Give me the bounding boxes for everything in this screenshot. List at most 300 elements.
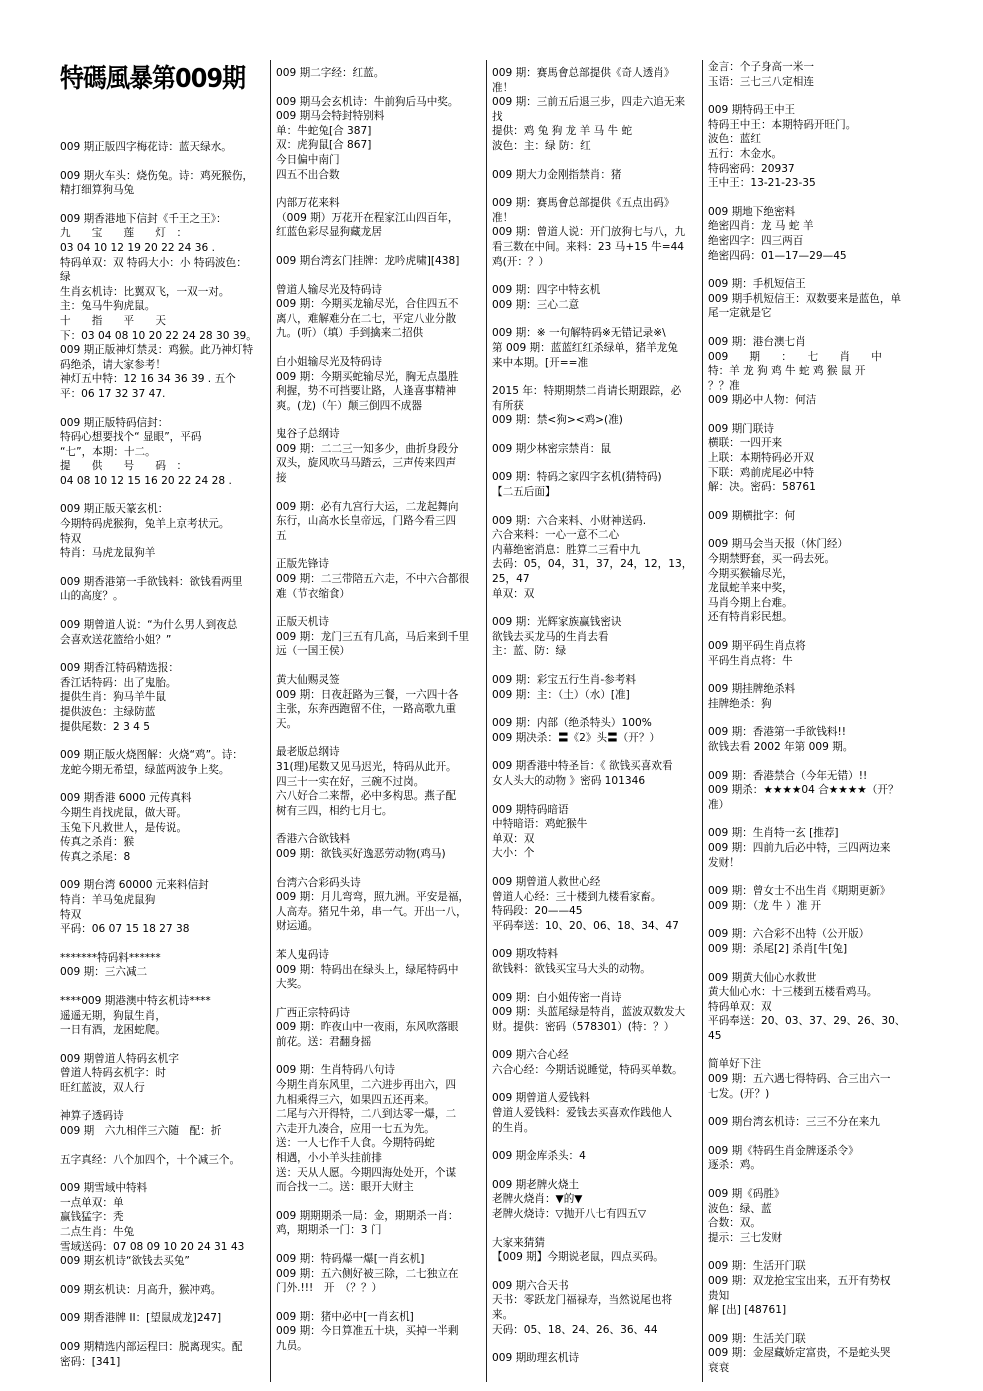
- text-block: [276, 1310, 482, 1354]
- text-block: [276, 948, 482, 992]
- text-line: 神灯五中特：12 16 34 36 39 . 五个: [60, 373, 236, 386]
- text-line: 009 期：四前九后必中特，三四两边来: [708, 841, 891, 854]
- text-block: [60, 951, 266, 980]
- text-line: 009 期火车头：烧伤兔。诗：鸡死猴伤，: [60, 169, 254, 182]
- text-line: 提供尾数：2 3 4 5: [60, 720, 151, 733]
- text-line: 009 期：五六遇七得特码、合三出六一: [708, 1073, 891, 1086]
- text-block: [60, 661, 266, 734]
- text-block: [708, 277, 918, 321]
- text-line: 传真之杀尾：8: [60, 850, 131, 863]
- text-line: （009 期）万花开在程家江山四百年，: [276, 211, 459, 224]
- text-block: [276, 745, 482, 818]
- text-line: 009 期：生肖特码八句诗: [276, 1064, 395, 1077]
- text-line: 009 期香港 6000 元传真料: [60, 792, 192, 805]
- text-line: 财运通。: [276, 920, 319, 933]
- text-line: 旺红蓝波，双人行: [60, 1081, 145, 1094]
- text-line: 009 期：赛馬會总部提供《奇人透肖》: [492, 67, 675, 79]
- text-line: 看三数在中间。来料：23 马+15 牛=44: [492, 240, 685, 253]
- text-line: 鬼谷子总纲诗: [276, 428, 340, 441]
- text-line: 六合来料：一心一意不二心: [492, 529, 620, 542]
- text-line: 解 [出] [48761]: [708, 1304, 787, 1317]
- text-line: 009 期曾道人爱钱料: [492, 1092, 590, 1105]
- text-line: 准！: [492, 211, 514, 224]
- text-line: 二尾与六开得特，二八到达零一爆，二: [276, 1108, 457, 1121]
- text-line: 009 期：特码爆一爆[一肖玄机]: [276, 1253, 425, 1265]
- text-block: [60, 1283, 266, 1298]
- text-block: [276, 283, 482, 341]
- text-line: 009 期：三心二意: [492, 298, 580, 311]
- text-block: [492, 615, 702, 659]
- text-line: 009 期大力金刚指禁肖：猪: [492, 168, 622, 181]
- text-line: 曾道人输尽光及特码诗: [276, 283, 382, 296]
- text-line: 横联：一四开来: [708, 437, 783, 450]
- column-4: [708, 60, 918, 1380]
- text-line: 【009 期】今期说老鼠，四点买码。: [492, 1251, 664, 1264]
- text-line: 生肖玄机诗：比翼双飞，一双一对。: [60, 285, 230, 298]
- text-line: 009 期手机短信王：双数要来是蓝色，单: [708, 292, 902, 305]
- text-line: 九相乘得三六，如果四五还再来。: [276, 1093, 435, 1106]
- text-line: 009 期：曾道人说：开门放狗七与八，九: [492, 226, 686, 239]
- text-block: [492, 196, 702, 269]
- text-line: 天。: [276, 717, 298, 730]
- text-line: 台湾六合彩码头诗: [276, 876, 361, 889]
- text-line: 接: [276, 472, 287, 485]
- text-line: 树有三四，相约七月七。: [276, 804, 393, 817]
- text-line: 03 04 10 12 19 20 22 24 36 .: [60, 241, 215, 254]
- text-line: 红蓝色彩尽显狗藏龙居: [276, 226, 382, 239]
- text-block: [60, 212, 266, 402]
- text-block: [492, 470, 702, 499]
- text-line: 今期特码虎猴狗，兔羊上京考状元。: [60, 518, 230, 531]
- text-line: 龙蛇今期无希望，绿蓝两波争上奖。: [60, 763, 230, 776]
- text-line: 009 期：彩宝五行生肖-参考料: [492, 674, 636, 686]
- text-line: 老牌火烧诗：▽抛开八七有四五▽: [492, 1208, 647, 1221]
- text-line: 的生肖。: [492, 1121, 535, 1134]
- text-line: 特双: [60, 532, 82, 545]
- text-line: 挂牌绝杀：狗: [708, 697, 772, 710]
- text-line: 009 期攻特料: [492, 948, 558, 961]
- text-line: 女人头大的动物 》密码 101346: [492, 774, 646, 787]
- text-block: [708, 422, 918, 495]
- text-line: 香港六合欲钱料: [276, 833, 351, 846]
- text-line: 神算子透码诗: [60, 1110, 124, 1123]
- text-line: 009 期香港牌 II：[望鼠成龙]247]: [60, 1312, 222, 1325]
- text-line: 主：蓝、防：绿: [492, 645, 567, 658]
- text-block: [492, 326, 702, 370]
- text-line: 特码心想要找个“ 显眼”，平码: [60, 431, 202, 444]
- text-block: [708, 826, 918, 870]
- text-line: 009 期：生活关门联: [708, 1332, 806, 1345]
- text-line: 金言：个子身高一米一: [708, 61, 814, 73]
- text-block: [708, 927, 918, 956]
- text-line: 009 期正版天篆玄机：: [60, 503, 169, 516]
- text-line: 009 期曾道人说：“为什么男人到夜总: [60, 619, 238, 632]
- text-line: 009 期台湾 60000 元来料信封: [60, 879, 209, 892]
- text-line: 黄大仙赐灵签: [276, 674, 340, 686]
- text-line: 009 期：香港禁合（今年无错）!!: [708, 769, 868, 782]
- text-block: [276, 66, 482, 81]
- text-line: 主：兔马牛狗虎鼠。: [60, 300, 156, 313]
- text-line: 009 期曾道人特码玄机字: [60, 1052, 179, 1065]
- text-block: [60, 416, 266, 489]
- text-line: 老牌火烧肖：▼的▼: [492, 1193, 583, 1206]
- text-line: 六走开九凑合，应用一七五为先。: [276, 1122, 435, 1135]
- text-block: [60, 1052, 266, 1096]
- text-line: 009 期：六合来料、小财神送码.: [492, 514, 647, 527]
- text-line: 009 期杀：★★★★04 合★★★★（开？: [708, 784, 899, 797]
- text-block: [60, 1153, 266, 1168]
- text-block: [708, 1187, 918, 1245]
- text-line: 传真之杀肖：猴: [60, 836, 135, 849]
- text-line: 009 期：二二三一知多少，曲折身段分: [276, 442, 459, 455]
- text-line: 009 期雪域中特料: [60, 1182, 148, 1195]
- text-line: 五字真经：八个加四个，十个减三个。: [60, 1153, 241, 1166]
- text-line: 31(理)尾数又见马迟光，特码从此开。: [276, 760, 457, 773]
- text-line: 还有特肖彩民想。: [708, 611, 793, 624]
- text-line: 009 期精选内部运程曰：脱离现实。配: [60, 1341, 243, 1353]
- column-3: [492, 66, 702, 1380]
- text-block: [492, 66, 702, 154]
- text-line: 解：决。密码：58761: [708, 481, 816, 494]
- text-line: 009 期马会当天报（休门经）: [708, 538, 849, 551]
- text-line: 绝密四肖：龙 马 蛇 羊: [708, 220, 814, 233]
- text-block: [708, 639, 918, 668]
- text-line: 009 期 六九相伴三六随 配：折: [60, 1125, 222, 1138]
- text-line: 009 期《码胜》: [708, 1188, 785, 1201]
- text-line: 009 期挂牌绝杀料: [708, 683, 796, 696]
- text-line: 简单好下注: [708, 1058, 761, 1071]
- text-line: 逐杀：鸡。: [708, 1159, 761, 1172]
- text-line: 04 08 10 12 15 16 20 22 24 28 .: [60, 474, 232, 487]
- text-line: 009 期：特码出在绿头上，绿尾特码中: [276, 963, 459, 976]
- text-line: 今日偏中南门: [276, 153, 340, 166]
- text-block: [708, 682, 918, 711]
- text-line: 今期生肖找虎鼠，做大哥。: [60, 806, 188, 819]
- text-line: 009 期：今期买龙输尽光，合住四五不: [276, 298, 459, 311]
- text-line: 45: [708, 1029, 722, 1042]
- text-line: 六合心经：今期话说睡觉，特码买单数。: [492, 1063, 683, 1076]
- text-block: [276, 500, 482, 544]
- text-block: [492, 759, 702, 788]
- text-line: 会喜欢送花篮给小姐？”: [60, 633, 172, 646]
- text-line: 鸡，期期杀一门：3 门: [276, 1224, 382, 1237]
- text-line: 009 期：四字中特玄机: [492, 284, 601, 297]
- text-line: 009 期玄机诀：月高升，猴冲鸡。: [60, 1283, 222, 1296]
- text-line: 009 期：今期买蛇输尽光，胸无点墨胜: [276, 370, 459, 383]
- text-block: [492, 1048, 702, 1077]
- text-line: 009 期助理玄机诗: [492, 1352, 580, 1365]
- text-block: [492, 947, 702, 976]
- text-line: 准）: [708, 798, 730, 811]
- text-line: 尾一定就是它: [708, 307, 772, 320]
- text-line: 009 期六合心经: [492, 1049, 569, 1062]
- text-line: 009 期马会玄机诗：牛前狗后马中奖。: [276, 95, 459, 108]
- column-2: [276, 66, 482, 1380]
- text-line: 009 期：欲钱买好逸恶劳动物(鸡马): [276, 847, 446, 860]
- text-line: 009 期门联诗: [708, 422, 774, 435]
- text-line: 平码奉送：20、03、37、29、26、30、: [708, 1015, 906, 1028]
- text-line: 009 期马会特封特别料: [276, 110, 385, 123]
- text-block: [60, 618, 266, 647]
- text-block: [276, 1006, 482, 1050]
- text-line: 内部万花来料: [276, 197, 340, 210]
- text-block: [276, 673, 482, 731]
- text-block: [60, 575, 266, 604]
- text-line: 东行，山高水长皇帝远，门路今看三四: [276, 515, 457, 528]
- text-block: [492, 1351, 702, 1366]
- text-line: 平：06 17 32 37 47.: [60, 387, 166, 400]
- text-line: “七”，本期：十二。: [60, 445, 156, 458]
- text-block: [276, 196, 482, 240]
- text-line: 特码密码：20937: [708, 162, 795, 175]
- text-line: 主张，东奔西跑留不住，一路高歌九重: [276, 703, 457, 716]
- text-block: [60, 1311, 266, 1326]
- text-line: 曾道人特码玄机字：时: [60, 1067, 166, 1080]
- text-block: [276, 876, 482, 934]
- text-line: 009 期地下绝密料: [708, 205, 796, 218]
- text-line: 提供波色：主绿防蓝: [60, 706, 156, 718]
- text-line: 009 期：三前五后退三步，四走六追无来: [492, 96, 686, 109]
- text-line: 王中王：13-21-23-35: [708, 177, 816, 190]
- text-block: [492, 1236, 702, 1265]
- text-block: [60, 502, 266, 560]
- text-line: 009 期：六合彩不出特（公开版）: [708, 928, 870, 941]
- text-line: 波色：绿、蓝: [708, 1202, 772, 1215]
- text-block: [708, 1332, 918, 1376]
- text-line: 平码奉送：10、20、06、18、34、47: [492, 919, 679, 932]
- text-line: 009 期香港第一手欲钱料：欲钱看两里: [60, 575, 243, 588]
- text-line: ？？准: [708, 379, 740, 392]
- text-line: 欲钱料：欲钱买宝马大头的动物。: [492, 962, 651, 975]
- text-line: 而合找一二。送：眼开大财主: [276, 1181, 414, 1194]
- text-line: 009 期：杀尾[2] 杀肖[牛[兔]: [708, 942, 848, 955]
- text-line: 九员。: [276, 1339, 308, 1352]
- text-block: [492, 384, 702, 428]
- text-line: 四五不出合数: [276, 168, 340, 181]
- text-line: 最老版总纲诗: [276, 746, 340, 759]
- text-line: 单双：双: [492, 832, 535, 845]
- text-line: 下联：鸡前虎尾必中特: [708, 466, 814, 479]
- text-line: 来中本期。[开==准: [492, 356, 589, 369]
- text-block: [60, 878, 266, 936]
- text-line: 009 期横批字：何: [708, 509, 796, 522]
- text-line: 四三十一实在好，三碗不过岗。: [276, 775, 425, 788]
- text-block: [492, 442, 702, 457]
- text-line: 009 期正版特码信封：: [60, 416, 169, 429]
- text-line: 009 期少林密宗禁肖：鼠: [492, 442, 611, 455]
- text-line: 雪域送码：07 08 09 10 20 24 31 43: [60, 1240, 245, 1253]
- text-line: 欲钱去买龙马的生肖去看: [492, 630, 609, 643]
- text-line: 绝密四码：01—17—29—45: [708, 249, 847, 262]
- text-line: 六八好合二来帮，必中多构思。燕子配: [276, 790, 457, 803]
- text-block: [708, 537, 918, 625]
- text-line: 009 期香江特码精选报：: [60, 662, 179, 675]
- text-line: 009 期期期杀一局：金，期期杀一肖：: [276, 1209, 459, 1222]
- text-line: 特双: [60, 908, 82, 921]
- text-line: 天码：05、18、24、26、36、44: [492, 1323, 658, 1336]
- text-line: 离八，难解难分在二七，平定八业分散: [276, 312, 457, 325]
- text-line: 009 期台湾玄门挂牌：龙吟虎啸][438]: [276, 254, 460, 267]
- text-line: *******特码料******: [60, 951, 161, 964]
- text-line: 今期禁野套，买一码去死。: [708, 553, 836, 566]
- text-line: 009 期特码暗语: [492, 803, 569, 816]
- text-line: 下：03 04 08 10 20 22 24 28 30 39。: [60, 329, 257, 342]
- text-line: 009 期：生活开门联: [708, 1260, 806, 1273]
- text-line: 009 期：曾女士不出生肖《期期更新》: [708, 885, 891, 898]
- column-divider: [486, 60, 487, 1382]
- text-line: 双：虎狗鼠[合 867]: [276, 139, 372, 152]
- text-line: 009 期：三六减二: [60, 966, 148, 979]
- text-line: 平码生肖点将：牛: [708, 654, 793, 667]
- text-block: [708, 335, 918, 408]
- text-line: 去码：05，04，31，37，24，12，13，: [492, 558, 693, 571]
- column-1: [60, 140, 266, 1380]
- text-line: 009 期老牌火烧土: [492, 1178, 580, 1191]
- text-line: 远（一国王侯）: [276, 645, 351, 658]
- text-line: 单：牛蛇兔[合 387]: [276, 124, 372, 137]
- text-block: [60, 169, 266, 198]
- text-line: 上联：本期特码必开双: [708, 452, 814, 465]
- text-line: 玉语：三七三八定相连: [708, 75, 814, 88]
- text-line: 山的高度？。: [60, 590, 124, 603]
- text-line: 贵知: [708, 1289, 730, 1302]
- text-line: 2015 年：特期期禁二肖请长期跟踪，必: [492, 385, 682, 398]
- text-line: 特码段：20——45: [492, 905, 583, 918]
- text-line: 009 期：禁<狗><鸡>(准): [492, 414, 623, 427]
- text-line: 009 期：香港第一手欲钱料!!: [708, 726, 847, 739]
- column-divider: [702, 60, 703, 1382]
- text-block: [276, 832, 482, 861]
- text-line: 天书：零跃龙门福禄寿，当然说尾也将: [492, 1294, 673, 1307]
- text-line: 相遇，小小羊头挂前排: [276, 1152, 382, 1165]
- text-line: 十 指 平 天: [60, 314, 166, 327]
- text-line: 009 期：特码之家四字玄机(猜特码): [492, 471, 662, 484]
- text-line: 提 供 号 码 ：: [60, 460, 188, 473]
- text-line: 009 期：白小姐传密一肖诗: [492, 991, 622, 1004]
- text-block: [492, 716, 702, 745]
- text-block: [708, 1115, 918, 1130]
- text-line: 曾道人心经：三十楼到九楼看家畜。: [492, 890, 662, 903]
- text-block: [708, 971, 918, 1044]
- text-block: [492, 1149, 702, 1164]
- text-line: 马肖今期上台难。: [708, 596, 793, 609]
- text-line: 白小姐输尽光及特码诗: [276, 355, 382, 368]
- text-line: 提示：三七发财: [708, 1231, 783, 1244]
- text-line: 提供：鸡 兔 狗 龙 羊 马 牛 蛇: [492, 125, 633, 138]
- text-line: 鸡(开：？）: [492, 255, 550, 268]
- text-line: 五: [276, 529, 287, 542]
- text-line: 波色：主：绿 防：红: [492, 139, 591, 152]
- text-line: 特肖：羊马兔虎鼠狗: [60, 893, 156, 906]
- text-block: [708, 205, 918, 263]
- text-line: 单双：双: [492, 587, 535, 600]
- text-block: [708, 769, 918, 813]
- text-line: 009 期 ： 七 肖 中: [708, 350, 882, 363]
- text-block: [276, 615, 482, 659]
- text-line: 009 期：必有九宫行大运，二龙起舞向: [276, 500, 459, 513]
- text-line: 发财！: [708, 856, 740, 869]
- text-line: 码绝杀，请大家参考！: [60, 358, 166, 371]
- text-line: 提供生肖：狗马羊牛鼠: [60, 691, 166, 704]
- text-line: 财。提供：密码（578301）(特：？）: [492, 1020, 675, 1033]
- text-block: [60, 791, 266, 864]
- text-block: [492, 283, 702, 312]
- text-line: 009 期：（龙 牛 ）准 开: [708, 899, 822, 912]
- text-line: 一日有酒，龙困蛇爬。: [60, 1024, 166, 1037]
- text-line: 人高寿。猪兄牛弟，串一气。开出一八，: [276, 905, 467, 918]
- text-block: [276, 427, 482, 485]
- text-block: [276, 355, 482, 413]
- text-line: 009 期正版四字梅花诗：蓝天绿水。: [60, 141, 232, 153]
- text-line: 龙鼠蛇羊来中奖，: [708, 582, 793, 595]
- text-line: 009 期正版火烧图解：火烧“鸡”。诗：: [60, 749, 243, 762]
- text-line: 二点生肖：牛兔: [60, 1226, 135, 1239]
- text-line: 苯人鬼码诗: [276, 948, 329, 961]
- page-title: 特碼風暴第009期: [60, 64, 246, 94]
- text-line: 009 期玄机诗“欲钱去买兔”: [60, 1255, 190, 1268]
- text-line: 009 期：日夜赶路为三餐，一六四十各: [276, 688, 459, 701]
- text-line: 正版先锋诗: [276, 558, 329, 571]
- text-line: 009 期：手机短信王: [708, 278, 806, 291]
- text-line: 特码王中王：本期特码开旺门。: [708, 118, 857, 131]
- text-line: 找: [492, 110, 503, 123]
- text-line: 第 009 期：蓝蓝红红杀绿单，猪羊龙兔: [492, 341, 678, 354]
- text-line: 密码：[341]: [60, 1355, 121, 1368]
- text-block: [708, 1144, 918, 1173]
- text-block: [60, 994, 266, 1038]
- text-line: 009 期：月儿弯弯，照九洲。平安是福，: [276, 891, 470, 904]
- text-line: 中特暗语：鸡蛇猴牛: [492, 818, 588, 831]
- text-line: 009 期台湾玄机诗：三三不分在来九: [708, 1116, 880, 1129]
- text-line: 送：天从人愿。今期四海处处开，个谋: [276, 1166, 457, 1179]
- text-block: [60, 140, 266, 155]
- text-line: 特肖：马虎龙鼠狗羊: [60, 547, 156, 560]
- text-line: 009 期平码生肖点将: [708, 640, 806, 652]
- text-line: 双头，旋风吹马马踏云，三声传来四声: [276, 457, 457, 470]
- text-line: 来。: [492, 1309, 514, 1321]
- text-line: 009 期：主：（土）（水）[准]: [492, 688, 630, 701]
- text-line: 精打细算狗马兔: [60, 184, 135, 197]
- text-block: [60, 1109, 266, 1138]
- text-block: [276, 1063, 482, 1194]
- text-line: 绝密四字：四三两百: [708, 234, 804, 247]
- text-block: [492, 514, 702, 602]
- text-line: 009 期：※ 一句解特码※无错记录※\: [492, 327, 666, 340]
- text-line: 009 期香港中特圣旨：《 欲钱买喜欢看: [492, 760, 673, 773]
- text-line: 009 期黄大仙心水救世: [708, 971, 817, 984]
- text-block: [276, 95, 482, 183]
- text-line: 波色：蓝红: [708, 133, 761, 146]
- text-line: 黄大仙心水：十三楼到五楼看鸡马。: [708, 986, 878, 999]
- text-block: [60, 1181, 266, 1269]
- text-line: 难（节衣缩食）: [276, 587, 351, 600]
- text-line: 009 期：双龙抢宝宝出来，五开有势权: [708, 1275, 891, 1287]
- text-block: [492, 875, 702, 933]
- text-block: [276, 557, 482, 601]
- text-line: 009 期：五六侧好被三除，二七独立在: [276, 1267, 459, 1280]
- text-line: 009 期曾道人救世心经: [492, 875, 601, 888]
- text-line: 009 期特码王中王: [708, 104, 796, 117]
- text-block: [492, 1091, 702, 1135]
- text-line: 平码：06 07 15 18 27 38: [60, 923, 190, 936]
- text-line: 利握，势不可挡要让路，人逢喜事精神: [276, 385, 457, 398]
- text-line: 009 期：内部（绝杀特头）100%: [492, 717, 652, 730]
- text-line: 今期生肖东风里，二六进步再出六，四: [276, 1079, 457, 1092]
- text-block: [492, 168, 702, 183]
- text-line: 门外.!!! 开 （？？）: [276, 1282, 383, 1295]
- text-block: [708, 60, 918, 89]
- text-line: 特码单双：双 特码大小：小 特码波色：: [60, 256, 247, 269]
